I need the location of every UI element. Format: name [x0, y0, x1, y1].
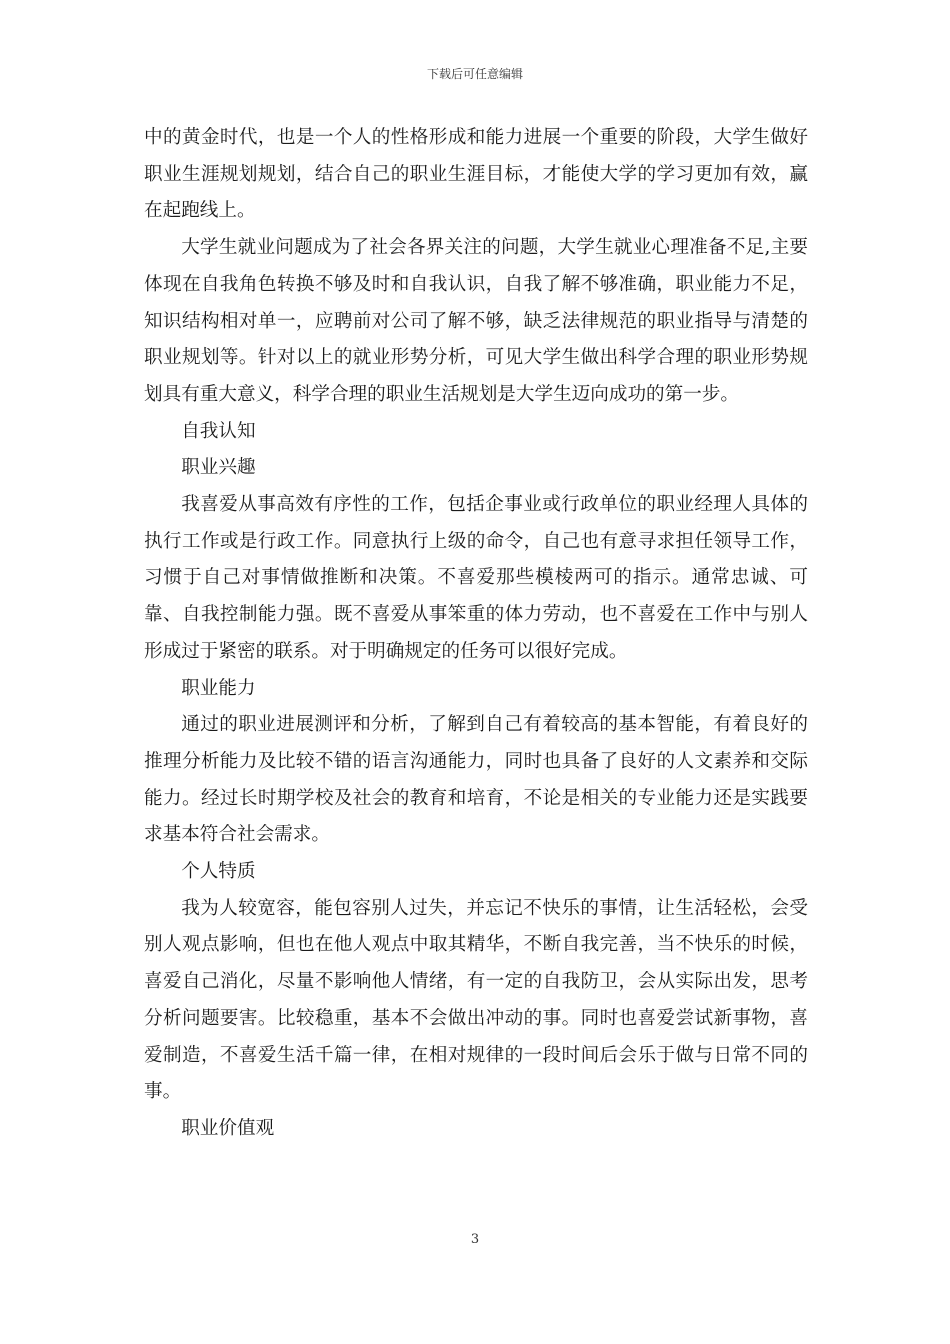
- section-heading-career-interest: 职业兴趣: [181, 457, 256, 479]
- page-number: 3: [470, 1232, 480, 1247]
- body-content: [144, 120, 808, 1148]
- section-heading-self-awareness: 自我认知: [181, 420, 256, 442]
- paragraph-career-ability: 通过的职业进展测评和分析，了解到自己有着较高的基本智能，有着良好的推理分析能力及比较不错的语言沟通能力，同时也具备了良好的人文素养和交际能力。经过长时期学校及社会的教育和培育，不论是相关的专业能力还是实践要求基本符合社会需求。: [144, 714, 808, 846]
- section-heading-career-ability: 职业能力: [181, 677, 256, 699]
- paragraph-1: 中的黄金时代，也是一个人的性格形成和能力进展一个重要的阶段，大学生做好职业生涯规划规划，结合自己的职业生涯目标，才能使大学的学习更加有效，赢在起跑线上。: [144, 127, 808, 222]
- paragraph-2: 大学生就业问题成为了社会各界关注的问题，大学生就业心理准备不足,主要体现在自我角色转换不够及时和自我认识，自我了解不够准确，职业能力不足，知识结构相对单一，应聘前对公司了解不够，缺乏法律规范的职业指导与清楚的职业规划等。针对以上的就业形势分析，可见大学生做出科学合理的职业形势规划具有重大意义，科学合理的职业生活规划是大学生迈向成功的第一步。: [144, 237, 808, 405]
- paragraph-personal-traits: 我为人较宽容，能包容别人过失，并忘记不快乐的事情，让生活轻松，会受别人观点影响，但也在他人观点中取其精华，不断自我完善，当不快乐的时候，喜爱自己消化，尽量不影响他人情绪，有一定的自我防卫，会从实际出发，思考分析问题要害。比较稳重，基本不会做出冲动的事。同时也喜爱尝试新事物，喜爱制造，不喜爱生活千篇一律，在相对规律的一段时间后会乐于做与日常不同的事。: [144, 897, 808, 1103]
- page-header: 下载后可任意编辑: [426, 67, 523, 81]
- section-heading-career-values: 职业价值观: [181, 1117, 275, 1139]
- paragraph-career-interest: 我喜爱从事高效有序性的工作，包括企事业或行政单位的职业经理人具体的执行工作或是行政工作。同意执行上级的命令，自己也有意寻求担任领导工作，习惯于自己对事情做推断和决策。不喜爱那些模棱两可的指示。通常忠诚、可靠、自我控制能力强。既不喜爱从事笨重的体力劳动，也不喜爱在工作中与别人形成过于紧密的联系。对于明确规定的任务可以很好完成。: [144, 494, 808, 662]
- section-heading-personal-traits: 个人特质: [181, 861, 256, 883]
